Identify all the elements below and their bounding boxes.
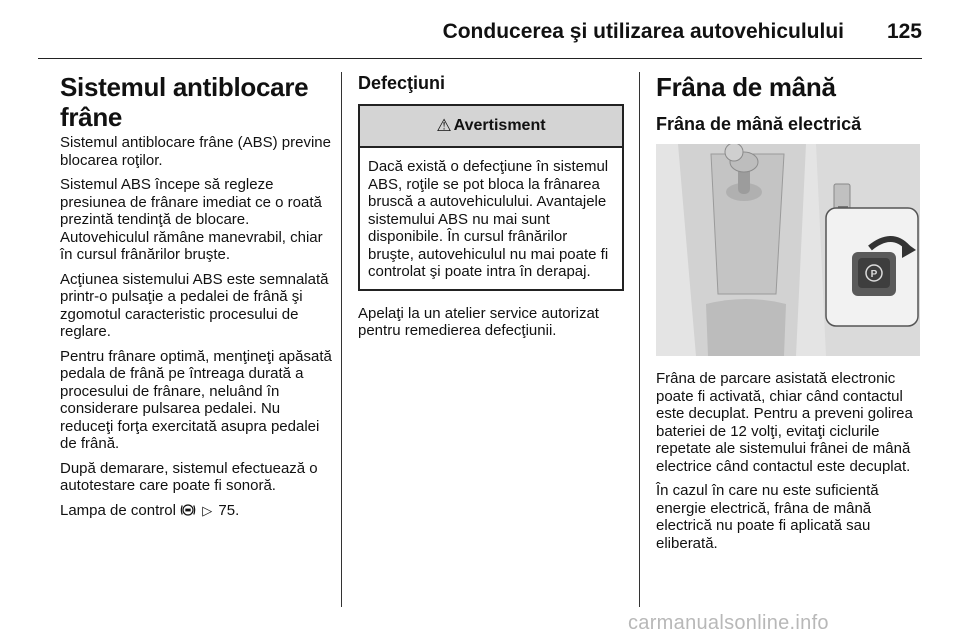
abs-paragraph: Sistemul ABS începe să regleze presiunea de frânare imediat ce o roată prezintă tendinţă de blocare. Autovehiculul rămâne manevrabil, chiar în cursul frânărilor bruşte. <box>60 176 323 263</box>
warning-header <box>360 106 622 148</box>
abs-lamp-icon <box>180 503 196 517</box>
abs-paragraph: Pentru frânare optimă, menţineţi apăsată pedala de frână pe întreaga durată a procesului de frânare, neluând în considerare pulsarea pedalei. Nu reduceţi forţa exercitată asupra pedalei de frână. <box>60 347 332 452</box>
abs-heading: Sistemul antiblocare frâne <box>60 72 309 132</box>
chapter-title: Conducerea şi utilizarea autovehiculului <box>442 20 844 43</box>
watermark: carmanualsonline.info <box>628 612 829 634</box>
page-header <box>38 18 922 59</box>
abs-section <box>60 72 332 526</box>
handbrake-paragraph: Frâna de parcare asistată electronic poate fi activată, chiar când contactul este decuplat. Pentru a preveni golirea bateriei de 12 volţi, evitaţi ciclurile repetate ale sistemului frânei de mână electrice când contactul este decuplat. <box>656 370 913 475</box>
faults-heading: Defecţiuni <box>358 73 446 93</box>
handbrake-illustration <box>656 144 920 356</box>
lamp-text: Lampa de control <box>60 501 176 519</box>
warning-box <box>358 104 624 291</box>
column-divider <box>639 72 640 607</box>
reference-arrow-icon: ▷ <box>202 502 213 518</box>
electric-handbrake-subheading: Frâna de mână electrică <box>656 114 862 134</box>
abs-paragraph: După demarare, sistemul efectuează o autotestare care poate fi sonoră. <box>60 459 318 494</box>
service-note: Apelaţi la un atelier service autorizat pentru remedierea defecţiunii. <box>358 304 599 339</box>
abs-paragraph: Acţiunea sistemului ABS este semnalată printr-o pulsaţie a pedalei de frână şi zgomotul caracteristic procesului de reglare. <box>60 270 329 340</box>
console-illustration-svg <box>656 144 920 356</box>
handbrake-paragraph: În cazul în care nu este suficientă energie electrică, frâna de mână electrică nu poate fi aplicată sau eliberată. <box>656 482 879 552</box>
faults-section <box>358 72 624 347</box>
page-number: 125 <box>886 20 922 43</box>
handbrake-section <box>656 72 924 559</box>
handbrake-heading: Frâna de mână <box>656 72 836 102</box>
column-divider <box>341 72 342 607</box>
warning-triangle-icon: ⚠ <box>436 116 452 135</box>
svg-text:P: P <box>870 269 878 280</box>
lamp-page-ref[interactable]: 75. <box>218 501 240 519</box>
warning-text: Dacă există o defecţiune în sistemul ABS, roţile se pot bloca la frânarea bruscă a autovehiculului. Avantajele sistemului ABS nu mai sunt disponibile. În cursul frânărilor bruşte, autovehiculul nu mai poate fi controlat şi poate intra în derapaj. <box>368 158 609 280</box>
abs-paragraph: Sistemul antiblocare frâne (ABS) previne blocarea roţilor. <box>60 134 331 169</box>
lamp-line <box>60 502 332 520</box>
warning-title: Avertisment <box>453 117 546 134</box>
